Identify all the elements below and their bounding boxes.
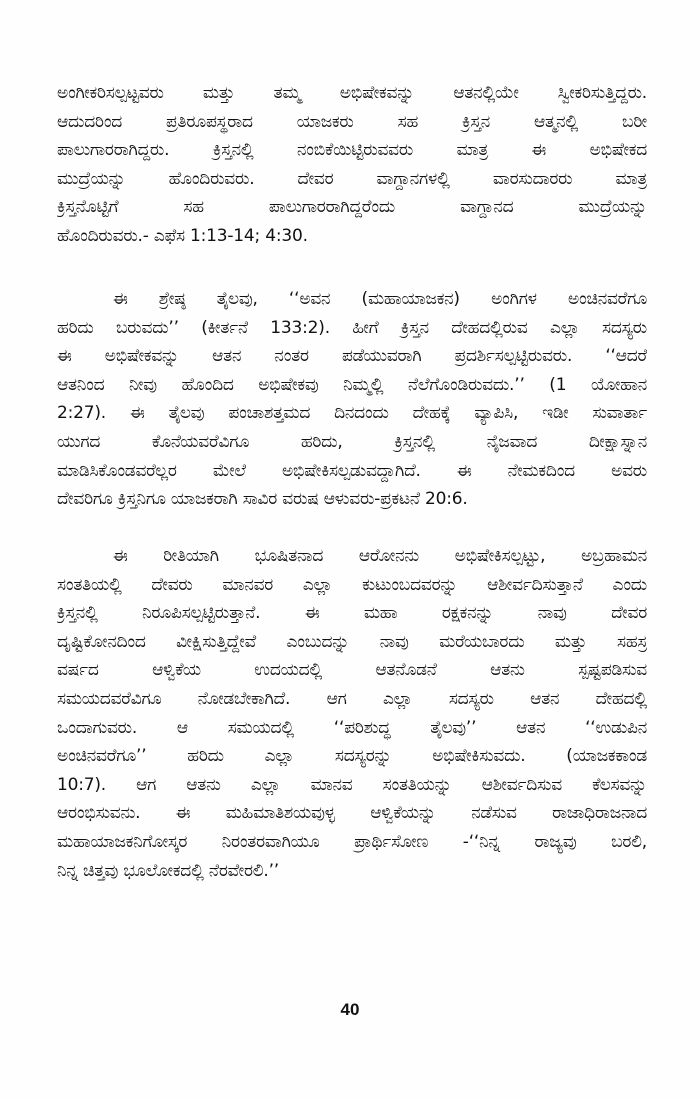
text-line: ಪಾಲುಗಾರರಾಗಿದ್ದರು. ಕ್ರಿಸ್ತನಲ್ಲಿ ನಂಬಿಕೆಯಿಟ್ಟಿರುವವರು ಮಾತ್ರ ಈ ಅಭಿಷೇಕದ [57,140,647,161]
text-line: ಈ ಅಭಿಷೇಕವನ್ನು ಆತನ ನಂತರ ಪಡೆಯುವರಾಗಿ ಪ್ರದರ್ಶಿಸಲ್ಪಟ್ಟಿರುವರು. ‘‘ಆದರೆ [57,346,647,367]
text-line: ಮುದ್ರೆಯನ್ನು ಹೊಂದಿರುವರು. ದೇವರ ವಾಗ್ದಾನಗಳಲ್ಲಿ ವಾರಸುದಾರರು ಮಾತ್ರ [57,168,647,189]
text-line: ಸಮಯದವರೆವಿಗೂ ನೋಡಬೇಕಾಗಿದೆ. ಆಗ ಎಲ್ಲಾ ಸದಸ್ಯರು ಆತನ ದೇಹದಲ್ಲಿ [57,688,647,709]
text-line: ಆರಂಭಿಸುವನು. ಈ ಮಹಿಮಾತಿಶಯವುಳ್ಳ ಆಳ್ವಿಕೆಯನ್ನು ನಡೆಸುವ ರಾಜಾಧಿರಾಜನಾದ [57,803,647,824]
text-line: ಕ್ರಿಸ್ತನಲ್ಲಿ ನಿರೂಪಿಸಲ್ಪಟ್ಟಿರುತ್ತಾನೆ. ಈ ಮಹಾ ರಕ್ಷಕನನ್ನು ನಾವು ದೇವರ [57,603,647,624]
text-line: ಮಹಾಯಾಜಕನಿಗೋಸ್ಕರ ನಿರಂತರವಾಗಿಯೂ ಪ್ರಾರ್ಥಿಸೋಣ -‘‘ನಿನ್ನ ರಾಜ್ಯವು ಬರಲಿ, [57,831,647,852]
text-line: ಆದುದರಿಂದ ಪ್ರತಿರೂಪಸ್ಥರಾದ ಯಾಜಕರು ಸಹ ಕ್ರಿಸ್ತನ ಆತ್ಮನಲ್ಲಿ ಬರೀ [57,111,647,132]
paragraph-3 [57,542,647,885]
text-line: ಹರಿದು ಬರುವದು’’ (ಕೀರ್ತನೆ 133:2). ಹೀಗೆ ಕ್ರಿಸ್ತನ ದೇಹದಲ್ಲಿರುವ ಎಲ್ಲಾ ಸದಸ್ಯರು [57,317,647,338]
text-line: ದೃಷ್ಟಿಕೋನದಿಂದ ವೀಕ್ಷಿಸುತ್ತಿದ್ದೇವೆ ಎಂಬುದನ್ನು ನಾವು ಮರೆಯಬಾರದು ಮತ್ತು ಸಹಸ್ರ [57,631,647,652]
paragraph-1 [57,79,647,251]
page-number: 40 [340,1000,360,1019]
text-line: ವರ್ಷದ ಆಳ್ವಿಕೆಯ ಉದಯದಲ್ಲಿ ಆತನೊಡನೆ ಆತನು ಸ್ಪಷ್ಟಪಡಿಸುವ [57,660,647,681]
text-line: ಸಂತತಿಯಲ್ಲಿ ದೇವರು ಮಾನವರ ಎಲ್ಲಾ ಕುಟುಂಬದವರನ್ನು ಆಶೀರ್ವದಿಸುತ್ತಾನೆ ಎಂದು [57,574,647,595]
text-line: ನಿನ್ನ ಚಿತ್ತವು ಭೂಲೋಕದಲ್ಲಿ ನೆರವೇರಲಿ.’’ [57,860,279,881]
text-line: ಕ್ರಿಸ್ತನೊಟ್ಟಿಗೆ ಸಹ ಪಾಲುಗಾರರಾಗಿದ್ದರೆಂದು ವಾಗ್ದಾನದ ಮುದ್ರೆಯನ್ನು [57,197,647,218]
text-line: ಅಂಗೀಕರಿಸಲ್ಪಟ್ಟವರು ಮತ್ತು ತಮ್ಮ ಅಭಿಷೇಕವನ್ನು ಆತನಲ್ಲಿಯೇ ಸ್ವೀಕರಿಸುತ್ತಿದ್ದರು. [57,83,647,103]
paragraph-2 [57,285,647,514]
text-line: ಈ ಶ್ರೇಷ್ಠ ತೈಲವು, ‘‘ಅವನ (ಮಹಾಯಾಜಕನ) ಅಂಗಿಗಳ ಅಂಚಿನವರೆಗೂ [113,289,647,309]
text-line: ಈ ರೀತಿಯಾಗಿ ಭೂಷಿತನಾದ ಆರೋನನು ಅಭಿಷೇಕಿಸಲ್ಪಟ್ಟು, ಅಬ್ರಹಾಮನ [113,546,647,566]
text-line: ಒಂದಾಗುವರು. ಆ ಸಮಯದಲ್ಲಿ ‘‘ಪರಿಶುದ್ಧ ತೈಲವು’’ ಆತನ ‘‘ಉಡುಪಿನ [57,717,647,738]
text-line: ಯುಗದ ಕೊನೆಯವರೆವಿಗೂ ಹರಿದು, ಕ್ರಿಸ್ತನಲ್ಲಿ ನೈಜವಾದ ದೀಕ್ಷಾಸ್ನಾನ [57,431,647,452]
text-line: ಅಂಚಿನವರೆಗೂ’’ ಹರಿದು ಎಲ್ಲಾ ಸದಸ್ಯರನ್ನು ಅಭಿಷೇಕಿಸುವದು. (ಯಾಜಕಕಾಂಡ [57,746,647,767]
text-line: ಮಾಡಿಸಿಕೊಂಡವರೆಲ್ಲರ ಮೇಲೆ ಅಭಿಷೇಕಿಸಲ್ಪಡುವದ್ದಾಗಿದೆ. ಈ ನೇಮಕದಿಂದ ಅವರು [57,460,647,481]
text-line: 10:7). ಆಗ ಆತನು ಎಲ್ಲಾ ಮಾನವ ಸಂತತಿಯನ್ನು ಆಶೀರ್ವದಿಸುವ ಕೆಲಸವನ್ನು [57,774,647,795]
text-line: 2:27). ಈ ತೈಲವು ಪಂಚಾಶತ್ತಮದ ದಿನದಂದು ದೇಹಕ್ಕೆ ವ್ಯಾಪಿಸಿ, ಇಡೀ ಸುವಾರ್ತಾ [57,403,647,424]
text-line: ಹೊಂದಿರುವರು.- ಎಫೆಸ 1:13-14; 4:30. [57,225,308,246]
text-line: ದೇವರಿಗೂ ಕ್ರಿಸ್ತನಿಗೂ ಯಾಜಕರಾಗಿ ಸಾವಿರ ವರುಷ ಆಳುವರು-ಪ್ರಕಟನೆ 20:6. [57,489,468,510]
text-line: ಆತನಿಂದ ನೀವು ಹೊಂದಿದ ಅಭಿಷೇಕವು ನಿಮ್ಮಲ್ಲಿ ನೆಲೆಗೊಂಡಿರುವದು.’’ (1 ಯೋಹಾನ [57,374,647,395]
